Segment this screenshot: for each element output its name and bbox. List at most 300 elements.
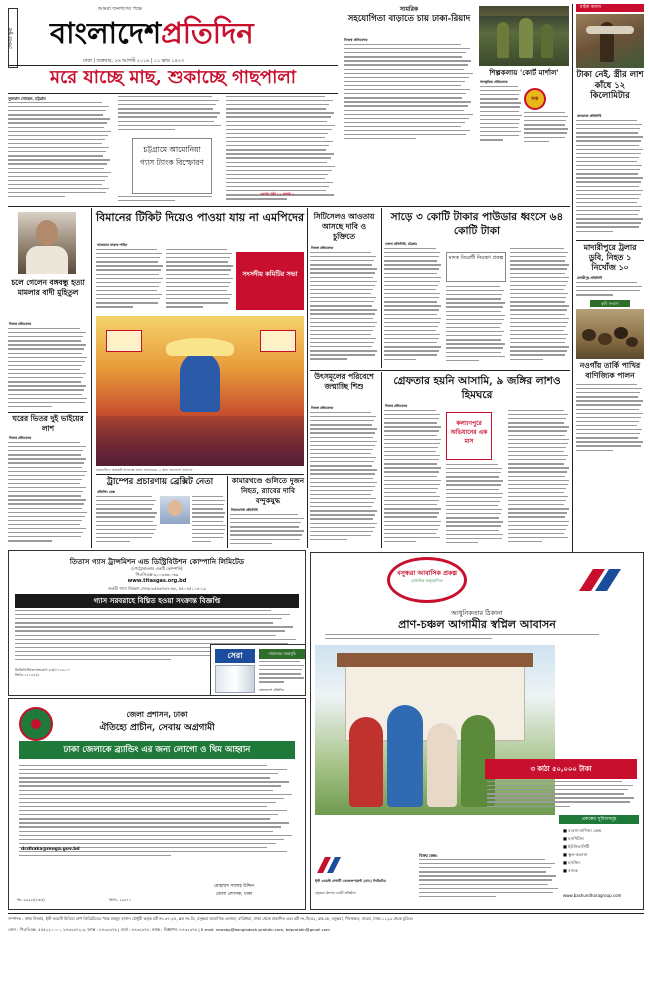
- text-line: [487, 781, 622, 782]
- text-line: [15, 639, 296, 640]
- text-line: [8, 332, 86, 333]
- text-line: [118, 196, 212, 197]
- portrait-body: [26, 246, 68, 274]
- text-lines: [8, 442, 88, 542]
- bash-web[interactable]: www.bashundharagroup.com: [563, 893, 622, 898]
- court-martial-photo: [479, 6, 569, 66]
- right-mid-headline[interactable]: মাদারীপুরে ট্রলার ডুবি, নিহত ১ নিখোঁজ ১০: [583, 243, 637, 272]
- obit-headline[interactable]: চলে গেলেন বঙ্গবন্ধু হত্যা মামলার বাদী মুহিতুল: [11, 278, 85, 297]
- text-line: [576, 392, 640, 393]
- text-line: [230, 534, 302, 535]
- text-line: [310, 277, 373, 278]
- text-lines: [192, 496, 226, 542]
- text-line: [8, 180, 105, 181]
- text-line: [310, 428, 377, 429]
- price-value: ৫০,০০০: [552, 765, 577, 773]
- text-line: [384, 281, 440, 282]
- text-line: [384, 285, 438, 286]
- photo-story-caption[interactable]: শিল্পকলায় 'কোর্ট মার্শাল': [489, 68, 559, 77]
- text-line: [8, 135, 108, 136]
- text-line: [384, 248, 436, 249]
- text-line: [8, 373, 86, 374]
- text-line: [310, 486, 375, 487]
- citycell-headline[interactable]: সিটিসেলও আওতায় আসছে দাবি ও চুক্তিতে: [313, 212, 375, 241]
- text-lines: [510, 248, 570, 360]
- text-line: [8, 369, 80, 370]
- right-divider-1: [576, 240, 644, 241]
- lead-headline[interactable]: মরে যাচ্ছে মাছ, শুকাচ্ছে গাছপালা: [49, 67, 297, 88]
- text-line: [384, 342, 437, 343]
- text-line: [384, 414, 440, 415]
- right-top-headline[interactable]: টাকা নেই, স্ত্রীর লাশ কাঁধে ১২ কিলোমিটার: [576, 70, 644, 101]
- text-line: [8, 143, 102, 144]
- text-line: [344, 77, 469, 78]
- text-line: [192, 516, 224, 517]
- text-line: [344, 44, 461, 45]
- text-line: [508, 418, 566, 419]
- text-line: [446, 319, 504, 320]
- text-line: [446, 298, 501, 299]
- text-line: [8, 106, 109, 107]
- text-line: [8, 402, 85, 403]
- mp-col-rule: [91, 208, 92, 548]
- text-line: [310, 441, 377, 442]
- text-line: [508, 504, 564, 505]
- text-line: [310, 260, 374, 261]
- text-line: [576, 286, 642, 287]
- text-line: [344, 122, 465, 123]
- sera-logo: [215, 649, 255, 663]
- text-line: [446, 347, 503, 348]
- text-line: [524, 128, 568, 129]
- text-line: [384, 480, 441, 481]
- prayer-label: [259, 649, 305, 659]
- text-lines: [508, 410, 570, 542]
- text-line: [166, 269, 231, 270]
- dhaka-dc-ad: [8, 698, 306, 910]
- prayer-label-text: নামাজের সময়সূচি: [268, 651, 296, 656]
- text-line: [384, 256, 439, 257]
- text-line: [446, 480, 503, 481]
- text-line: [446, 513, 501, 514]
- text-line: [96, 286, 159, 287]
- moncho-logo: [524, 88, 546, 110]
- text-line: [508, 516, 565, 517]
- obit-divider: [8, 412, 88, 413]
- text-line: [524, 141, 549, 142]
- text-line: [446, 331, 504, 332]
- banner-flag: [260, 330, 296, 352]
- text-line: [8, 122, 107, 123]
- text-line: [508, 443, 568, 444]
- text-line: [576, 409, 639, 410]
- text-line: [419, 863, 555, 864]
- text-line: [19, 777, 270, 778]
- text-line: [226, 186, 329, 187]
- text-line: [508, 488, 566, 489]
- text-line: [8, 151, 106, 152]
- more-link[interactable]: এরপর পৃষ্ঠা ১১ কলাম ১: [260, 192, 295, 196]
- titas-banner-text: গ্যাস সরবরাহে বিঘ্নিত হওয়া সংক্রান্ত বিজ্ঞপ্তি: [93, 596, 221, 605]
- text-line: [508, 537, 568, 538]
- text-line: [384, 467, 441, 468]
- ghorer-headline[interactable]: ঘরের ভিতর দুই ভাইয়ের লাশ: [12, 414, 84, 433]
- text-line: [8, 336, 83, 337]
- text-line: [384, 301, 437, 302]
- text-line: [508, 467, 569, 468]
- text-line: [419, 884, 548, 885]
- text-line: [508, 422, 564, 423]
- text-line: [384, 305, 441, 306]
- text-line: [310, 469, 377, 470]
- trump-photo: [160, 496, 190, 524]
- text-line: [576, 145, 639, 146]
- text-line: [118, 100, 219, 101]
- text-line: [508, 439, 569, 440]
- text-line: [384, 252, 440, 253]
- text-line: [576, 165, 642, 166]
- text-line: [576, 437, 638, 438]
- ghorer-body: [8, 442, 88, 546]
- text-line: [15, 635, 276, 636]
- text-line: [19, 855, 171, 856]
- text-line: [310, 268, 377, 269]
- wife-body-photo: [576, 14, 644, 68]
- text-line: [344, 93, 466, 94]
- masthead-logo[interactable]: [50, 13, 310, 53]
- text-lines: [166, 249, 234, 308]
- right-top-body: [576, 120, 644, 238]
- text-line: [96, 521, 153, 522]
- text-line: [508, 529, 566, 530]
- bd-emblem-sun: [31, 719, 41, 729]
- lead-body-col1: [8, 102, 112, 202]
- text-line: [576, 140, 641, 141]
- text-line: [510, 354, 565, 355]
- murder-box: [446, 412, 492, 460]
- text-line: [510, 248, 564, 249]
- text-line: [19, 769, 287, 770]
- text-lines: [118, 196, 222, 201]
- text-line: [384, 326, 438, 327]
- text-line: [446, 534, 503, 535]
- text-line: [310, 490, 373, 491]
- text-line: [576, 206, 642, 207]
- text-line: [226, 100, 333, 101]
- text-line: [15, 622, 273, 623]
- text-line: [226, 157, 331, 158]
- text-line: [510, 297, 566, 298]
- text-line: [192, 500, 225, 501]
- text-line: [166, 249, 227, 250]
- text-line: [510, 350, 567, 351]
- text-line: [166, 278, 233, 279]
- text-line: [508, 541, 542, 542]
- top-center-body: [344, 44, 474, 146]
- text-line: [192, 529, 225, 530]
- ghorer-byline: নিজস্ব প্রতিবেদক: [9, 436, 32, 440]
- bashundhara-ad: [310, 552, 644, 910]
- text-line: [310, 461, 374, 462]
- text-line: [487, 785, 633, 786]
- text-line: [344, 48, 470, 49]
- features-title: [559, 815, 639, 824]
- titas-web[interactable]: www.titasgas.org.bd: [127, 578, 187, 584]
- badge-sub: রাজউক অনুমোদিত: [411, 578, 443, 583]
- text-line: [446, 497, 502, 498]
- text-lines: [344, 44, 474, 139]
- text-line: [226, 149, 326, 150]
- dc-banner-text[interactable]: ঢাকা জেলাকে ব্র্যান্ডিং এর জন্য লোগো ও থিম আহ্বান: [63, 745, 251, 755]
- text-line: [226, 145, 329, 146]
- text-line: [8, 155, 103, 156]
- festival-photo: [96, 316, 304, 466]
- text-lines: [384, 248, 442, 360]
- lead-pullquote: [132, 138, 212, 194]
- text-line: [118, 112, 220, 113]
- turkey-photo: [576, 309, 644, 359]
- text-line: [576, 226, 639, 227]
- text-line: [310, 412, 371, 413]
- text-line: [576, 429, 642, 430]
- text-line: [310, 453, 371, 454]
- feature-item: ■ হসপিটাল: [563, 836, 584, 841]
- text-line: [344, 97, 462, 98]
- murder-headline[interactable]: গ্রেফতার হয়নি আসামি, ৯ জঙ্গির লাশও হিমঘরে: [393, 375, 561, 401]
- text-line: [96, 253, 162, 254]
- text-line: [310, 506, 372, 507]
- text-line: [8, 540, 52, 541]
- mosquito-body: [310, 412, 378, 546]
- text-line: [576, 173, 638, 174]
- text-line: [576, 290, 640, 291]
- text-line: [19, 831, 273, 832]
- right-section-label: [576, 4, 644, 12]
- text-line: [510, 314, 565, 315]
- badge-text: বসুন্ধরা আবাসিক প্রকল্প: [397, 569, 457, 577]
- text-line: [524, 120, 566, 121]
- bash-footer: [315, 849, 559, 907]
- text-line: [384, 334, 440, 335]
- text-line: [8, 532, 83, 533]
- titas-company: তিতাস গ্যাস ট্রান্সমিশন এন্ড ডিস্ট্রিবিউশন কোম্পানি লিমিটেড: [69, 557, 245, 566]
- titas-ref: তিজিডিসি/জনসংযোগ-৪৩/২০১৬-১৭: [15, 668, 70, 672]
- text-line: [259, 661, 300, 662]
- text-line: [446, 468, 502, 469]
- text-line: [230, 543, 272, 544]
- text-line: [8, 483, 80, 484]
- text-lines: [446, 464, 504, 543]
- text-line: [96, 537, 152, 538]
- prayer-times: [259, 661, 305, 687]
- text-line: [8, 163, 107, 164]
- text-line: [310, 305, 372, 306]
- bird-shape: [626, 337, 638, 347]
- text-line: [96, 298, 160, 299]
- citycell-byline: নিজস্ব প্রতিবেদক: [311, 246, 334, 250]
- lead-pullquote-text: চট্টগ্রামে আমোনিয়া গ্যাস ট্যাংক বিস্ফোরণ: [140, 145, 204, 167]
- lead-body-col3: [226, 96, 336, 206]
- text-line: [259, 669, 302, 670]
- text-line: [310, 465, 372, 466]
- text-line: [8, 462, 84, 463]
- drugs-headline[interactable]: সাড়ে ৩ কোটি টাকার পাউডার ধ্বংসে ৬৪ কোটি টাকা: [390, 211, 564, 237]
- price-details: [487, 781, 637, 811]
- text-line: [446, 360, 479, 361]
- mosquito-headline[interactable]: উৎসমূলের পরিবেশে জন্মাচ্ছি শিশু: [314, 372, 374, 391]
- text-line: [166, 265, 233, 266]
- text-line: [226, 108, 326, 109]
- text-line: [508, 492, 564, 493]
- top-center-byline: নিজস্ব প্রতিবেদক: [344, 38, 368, 42]
- side-label-text: সোনার ক্ষুরা: [9, 27, 14, 49]
- text-line: [8, 110, 106, 111]
- text-line: [8, 442, 80, 443]
- text-line: [419, 896, 496, 897]
- text-line: [344, 130, 470, 131]
- text-line: [508, 512, 567, 513]
- text-line: [344, 126, 461, 127]
- dc-banner: [19, 741, 295, 759]
- text-line: [446, 311, 501, 312]
- sera-ad: [210, 644, 306, 696]
- text-line: [524, 112, 565, 113]
- drugs-body-3: [510, 248, 570, 366]
- text-line: [310, 346, 372, 347]
- text-line: [508, 480, 569, 481]
- banner-flag: [106, 330, 142, 352]
- text-line: [344, 52, 466, 53]
- features-title-text: প্রকল্পের সুবিধাসমূহ: [581, 817, 617, 822]
- text-line: [166, 306, 203, 307]
- text-line: [8, 353, 82, 354]
- dc-title: জেলা প্রশাসন, ঢাকা: [126, 710, 188, 719]
- family-figure: [427, 723, 457, 807]
- trump-headline[interactable]: ট্রাম্পের প্রচারণায় ব্রেক্সিট নেতা: [106, 477, 214, 487]
- text-line: [226, 96, 325, 97]
- text-line: [8, 365, 82, 366]
- text-line: [508, 410, 564, 411]
- text-line: [480, 119, 520, 120]
- text-line: [310, 350, 377, 351]
- text-line: [259, 665, 304, 666]
- text-line: [446, 290, 504, 291]
- text-line: [226, 133, 328, 134]
- text-line: [384, 471, 439, 472]
- text-line: [446, 464, 498, 465]
- text-lines: [8, 102, 112, 197]
- text-line: [96, 265, 163, 266]
- text-line: [576, 153, 641, 154]
- text-lines: [310, 412, 378, 540]
- text-lines: [419, 859, 559, 897]
- text-line: [310, 502, 374, 503]
- text-lines: [19, 765, 295, 856]
- text-line: [576, 190, 643, 191]
- text-line: [419, 879, 552, 880]
- text-line: [15, 614, 290, 615]
- text-line: [446, 517, 499, 518]
- text-line: [576, 177, 643, 178]
- bash-company: ইস্ট ওয়েস্ট প্রপার্টি ডেভেলপমেন্ট (প্রা:) লিমিটেড: [315, 879, 386, 883]
- text-line: [480, 115, 522, 116]
- mp-headline[interactable]: বিমানের টিকিট দিয়েও পাওয়া যায় না এমপিদের: [96, 211, 305, 224]
- text-line: [480, 106, 520, 107]
- text-line: [508, 484, 568, 485]
- text-line: [508, 463, 564, 464]
- text-line: [15, 626, 293, 627]
- text-line: [508, 459, 566, 460]
- text-line: [226, 182, 333, 183]
- logo-part-2: প্রতিদিন: [161, 16, 254, 50]
- text-line: [310, 531, 373, 532]
- text-line: [344, 64, 468, 65]
- text-line: [310, 539, 347, 540]
- bash-hotline-label: বিক্রয় কেন্দ্র:: [419, 853, 438, 858]
- text-line: [384, 435, 437, 436]
- float-canopy: [166, 338, 234, 356]
- text-line: [510, 285, 566, 286]
- text-line: [446, 542, 478, 543]
- dateline: ঢাকা | শুক্রবার, ২৬ আগস্ট ২০১৬ | ১১ ভাদ্র ১৪২৩: [83, 59, 184, 64]
- text-line: [576, 222, 641, 223]
- top-center-headline[interactable]: সহযোগিতা বাড়াতে চায় ঢাকা-রিয়াদ: [347, 14, 471, 24]
- text-line: [576, 214, 638, 215]
- text-line: [508, 451, 564, 452]
- text-line: [310, 510, 377, 511]
- text-lines: [259, 661, 305, 683]
- dangerous-headline[interactable]: কামারখণ্ডে গুলিতে দুজন নিহত, র‍্যাবের দাবি বন্দুকযুদ্ধ: [231, 476, 305, 505]
- text-line: [310, 527, 375, 528]
- text-lines: [487, 781, 637, 807]
- text-line: [19, 785, 281, 786]
- price-tag[interactable]: [485, 759, 637, 779]
- text-line: [576, 124, 642, 125]
- text-line: [510, 252, 568, 253]
- text-line: [15, 610, 271, 611]
- text-line: [8, 147, 109, 148]
- price-unit: টাকা: [579, 765, 592, 773]
- text-line: [480, 135, 519, 136]
- text-line: [576, 400, 643, 401]
- text-line: [118, 200, 175, 201]
- text-line: [8, 446, 86, 447]
- text-line: [508, 521, 569, 522]
- text-line: [19, 818, 270, 819]
- text-line: [8, 450, 83, 451]
- text-line: [310, 535, 371, 536]
- bashundhara-logo-icon: [575, 563, 631, 597]
- text-line: [8, 499, 86, 500]
- text-line: [230, 522, 301, 523]
- bashundhara-badge[interactable]: [387, 557, 467, 603]
- text-line: [8, 536, 81, 537]
- text-line: [310, 482, 377, 483]
- text-line: [510, 359, 543, 360]
- text-line: [384, 496, 440, 497]
- right-feature-headline[interactable]: নওগাঁয় তার্কি পাখির বাণিজ্যিক পালন: [579, 361, 641, 380]
- text-line: [487, 789, 628, 790]
- text-line: [166, 286, 229, 287]
- text-line: [508, 426, 569, 427]
- murder-body-1: [384, 410, 442, 546]
- text-line: [8, 528, 86, 529]
- text-line: [310, 494, 371, 495]
- dc-email[interactable]: dcdhaka@moga.gov.bd: [21, 847, 80, 852]
- text-line: [446, 286, 500, 287]
- text-line: [384, 455, 440, 456]
- text-line: [576, 441, 643, 442]
